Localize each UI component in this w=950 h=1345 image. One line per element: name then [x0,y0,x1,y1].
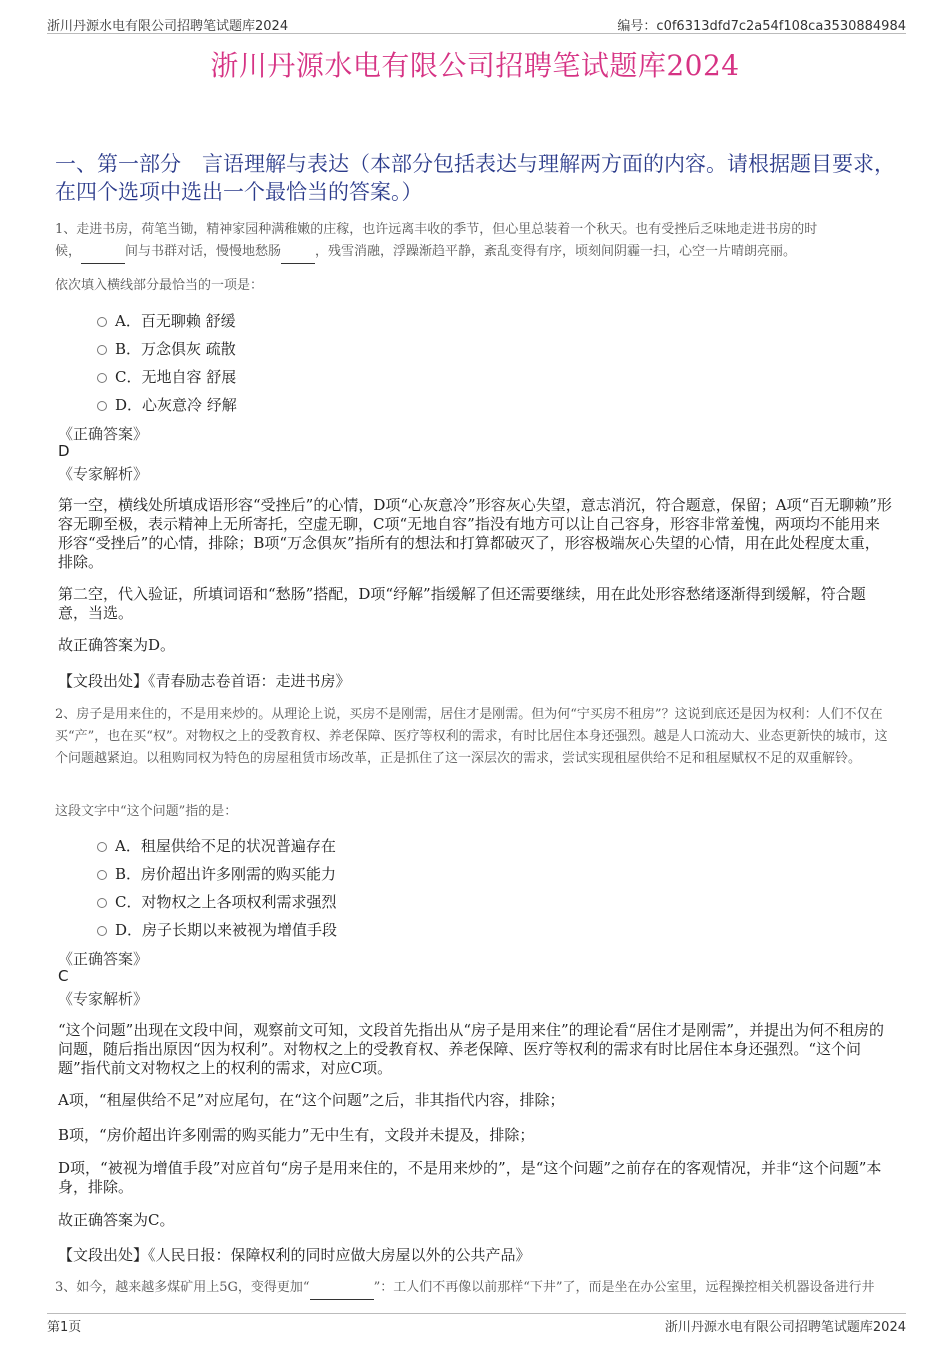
q1-option-a[interactable] [97,310,236,331]
q1-option-a-label: A．百无聊赖 舒缓 [115,312,236,330]
page-number: 第1页 [47,1320,82,1335]
q2-analysis-para-4: D项，“被视为增值手段”对应首句“房子是用来住的，不是用来炒的”，是“这个问题”之前存在的客观情况，并非“这个问题”本身，排除。 [58,1159,882,1196]
q2-analysis-label: 《专家解析》 [58,990,149,1008]
q1-option-c[interactable] [97,366,236,387]
header-doc-id: 编号：c0f6313dfd7c2a54f108ca3530884984 [617,19,906,34]
section-heading: 一、第一部分 言语理解与表达（本部分包括表达与理解两方面的内容。请根据题目要求，在四个选项中选出一个最恰当的答案。） [55,152,895,204]
radio-icon[interactable] [97,926,107,936]
radio-icon[interactable] [97,373,107,383]
radio-icon[interactable] [97,898,107,908]
question-1-line1: 1、走进书房，荷笔当锄，精神家园种满稚嫩的庄稼，也许远离丰收的季节，但心里总装着一个秋天。也有受挫后乏味地走进书房的时 [55,222,818,237]
q1-analysis-label: 《专家解析》 [58,465,149,483]
question-1-seg-a: 候， [55,244,82,259]
blank-3 [310,1277,374,1300]
header-title: 浙川丹源水电有限公司招聘笔试题库2024 [47,19,289,34]
q2-analysis-para-5: 故正确答案为C。 [58,1211,175,1229]
q2-option-a[interactable] [97,835,336,856]
question-1-prompt: 依次填入横线部分最恰当的一项是： [55,278,264,293]
q1-analysis-para-3: 故正确答案为D。 [58,636,176,654]
question-2-text: 2、房子是用来住的，不是用来炒的。从理论上说，买房不是刚需，居住才是刚需。但为何“宁买房不租房”？这说到底还是因为权利：人们不仅在买“产”，也在买“权”。对物权之上的受教育权、养老保障、医疗等权利的需求，有时比居住本身还强烈。越是人口流动大、业态更新快的城市，这个问题越紧迫。以租购同权为特色的房屋租赁市场改革，正是抓住了这一深层次的需求，尝试实现租屋供给不足和租屋赋权不足的双重解铃。 [55,707,888,766]
q1-answer: D [58,442,70,460]
q2-option-b-label: B．房价超出许多刚需的购买能力 [115,865,337,883]
question-3-text [55,1277,895,1300]
question-3-seg-b: ”：工人们不再像以前那样“下井”了，而是坐在办公室里，远程操控相关机器设备进行井 [373,1280,875,1295]
question-2-prompt: 这段文字中“这个问题”指的是： [55,804,238,819]
radio-icon[interactable] [97,345,107,355]
question-1-text [55,219,895,264]
q2-answer: C [58,967,69,985]
footer-title: 浙川丹源水电有限公司招聘笔试题库2024 [664,1320,906,1335]
q1-option-d-label: D．心灰意冷 纾解 [115,396,237,414]
radio-icon[interactable] [97,870,107,880]
page-header [47,13,906,34]
q2-analysis-para-3: B项，“房价超出许多刚需的购买能力”无中生有，文段并未提及，排除； [58,1126,535,1144]
question-1-line2 [55,241,895,264]
blank-1 [81,241,125,264]
blank-2 [281,241,315,264]
q2-answer-label: 《正确答案》 [58,950,149,968]
q2-option-c-label: C．对物权之上各项权利需求强烈 [115,893,337,911]
document-title: 浙川丹源水电有限公司招聘笔试题库2024 [210,49,740,82]
q2-option-b[interactable] [97,863,336,884]
radio-icon[interactable] [97,842,107,852]
q2-analysis-para-2: A项，“租屋供给不足”对应尾句，在“这个问题”之后，非其指代内容，排除； [58,1091,565,1109]
question-3-seg-a: 3、如今，越来越多煤矿用上5G，变得更加“ [55,1280,310,1295]
q1-option-b[interactable] [97,338,236,359]
q2-option-a-label: A．租屋供给不足的状况普遍存在 [115,837,336,855]
radio-icon[interactable] [97,317,107,327]
q2-option-d[interactable] [97,919,337,940]
q1-analysis-para-2: 第二空，代入验证，所填词语和“愁肠”搭配，D项“纾解”指缓解了但还需要继续，用在此处形容愁绪逐渐得到缓解，符合题意，当选。 [58,585,866,622]
q1-option-c-label: C．无地自容 舒展 [115,368,237,386]
q1-source: 【文段出处】《青春励志卷首语：走进书房》 [58,672,351,690]
q2-analysis-para-1: “这个问题”出现在文段中间，观察前文可知，文段首先指出从“房子是用来住”的理论看“居住才是刚需”，并提出为何不租房的问题，随后指出原因“因为权利”。对物权之上的受教育权、养老保障、医疗等权利的需求有时比居住本身还强烈。“这个问题”指代前文对物权之上的权利的需求，对应C项。 [58,1021,885,1077]
q1-option-b-label: B．万念俱灰 疏散 [115,340,236,358]
question-1-seg-b: 间与书群对话，慢慢地愁肠 [125,244,282,259]
radio-icon[interactable] [97,401,107,411]
q2-source: 【文段出处】《人民日报：保障权利的同时应做大房屋以外的公共产品》 [58,1246,531,1264]
q1-answer-label: 《正确答案》 [58,425,149,443]
q2-option-d-label: D．房子长期以来被视为增值手段 [115,921,338,939]
q2-option-c[interactable] [97,891,336,912]
question-1-seg-c: ，残雪消融，浮躁渐趋平静，紊乱变得有序，顷刻间阴霾一扫，心空一片晴朗亮丽。 [315,244,797,259]
q1-analysis-para-1: 第一空，横线处所填成语形容“受挫后”的心情，D项“心灰意冷”形容灰心失望，意志消沉，符合题意，保留；A项“百无聊赖”形容无聊至极，表示精神上无所寄托，空虚无聊，C项“无地自容”指没有地方可以让自己容身，形容非常羞愧，两项均不能用来形容“受挫后”的心情，排除；B项“万念俱灰”指所有的想法和打算都破灭了，形容极端灰心失望的心情，用在此处程度太重，排除。 [58,496,892,571]
q1-option-d[interactable] [97,394,237,415]
page-footer [47,1313,906,1335]
